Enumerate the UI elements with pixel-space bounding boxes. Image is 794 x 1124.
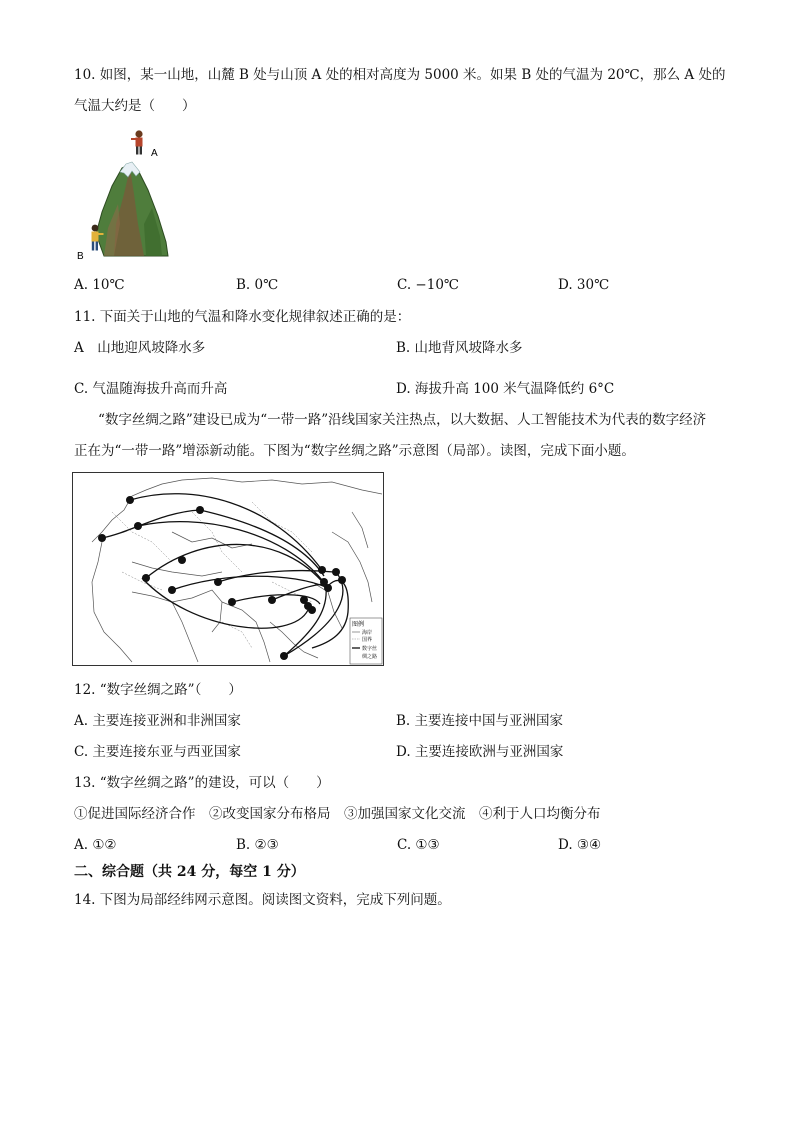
q12-option-d: D. 主要连接欧洲与亚洲国家 [396, 744, 564, 760]
section-2-title: 二、综合题（共 24 分，每空 1 分） [74, 864, 305, 880]
legend-route-1: 数字丝 [362, 646, 378, 652]
q13-stem: 13. “数字丝绸之路”的建设，可以（ ） [74, 775, 330, 791]
q13-option-c: C. ①③ [397, 837, 440, 853]
climber-icon [131, 130, 143, 154]
q13-option-d: D. ③④ [558, 837, 602, 853]
q13-option-b: B. ②③ [236, 837, 279, 853]
q11-option-a: A 山地迎风坡降水多 [74, 340, 206, 356]
legend-route-2: 绸之路 [362, 654, 378, 660]
legend-title: 图例 [352, 621, 365, 628]
q14-stem: 14. 下图为局部经纬网示意图。阅读图文资料，完成下列问题。 [74, 892, 451, 908]
q11-option-c: C. 气温随海拔升高而升高 [74, 381, 228, 397]
q13-statements: ①促进国际经济合作 ②改变国家分布格局 ③加强国家文化交流 ④利于人口均衡分布 [74, 806, 601, 822]
q10-option-d: D. 30℃ [558, 277, 610, 293]
mountain-figure [74, 124, 174, 264]
q11-option-d: D. 海拔升高 100 米气温降低约 6°C [396, 381, 615, 397]
q13-option-a: A. ①② [74, 837, 117, 853]
label-a: A [151, 148, 158, 159]
q10-option-a: A. 10℃ [74, 277, 125, 293]
map-legend [350, 618, 382, 664]
passage-line1: “数字丝绸之路”建设已成为“一带一路”沿线国家关注热点，以大数据、人工智能技术为代表的数字经济 [98, 412, 707, 428]
label-b: B [77, 251, 84, 262]
q12-option-a: A. 主要连接亚洲和非洲国家 [74, 713, 241, 729]
q12-option-c: C. 主要连接东亚与西亚国家 [74, 744, 241, 760]
q10-option-c: C. −10℃ [397, 277, 460, 293]
q12-option-b: B. 主要连接中国与亚洲国家 [396, 713, 564, 729]
q12-stem: 12. “数字丝绸之路”（ ） [74, 682, 242, 698]
q10-option-b: B. 0℃ [236, 277, 279, 293]
q11-option-b: B. 山地背风坡降水多 [396, 340, 523, 356]
legend-coast: 海岸 [362, 630, 373, 636]
digital-silk-road-map [72, 472, 384, 666]
q10-stem-line2: 气温大约是（ ） [74, 98, 196, 114]
q10-stem-line1: 10. 如图，某一山地，山麓 B 处与山顶 A 处的相对高度为 5000 米。如果 B 处的气温为 20℃，那么 A 处的 [74, 67, 726, 83]
passage-line2: 正在为“一带一路”增添新动能。下图为“数字丝绸之路”示意图（局部）。读图，完成下面小题。 [74, 443, 635, 459]
q11-stem: 11. 下面关于山地的气温和降水变化规律叙述正确的是： [74, 309, 411, 325]
legend-border: 国界 [362, 637, 373, 643]
